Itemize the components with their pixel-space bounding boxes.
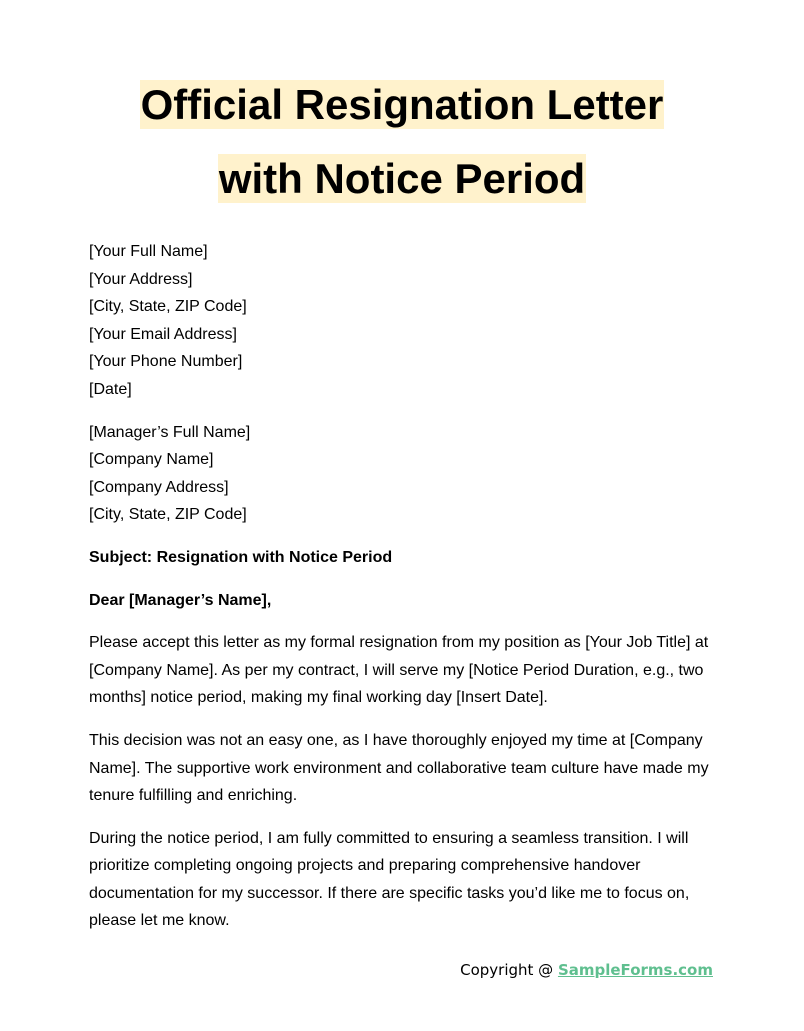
title-line-1 — [0, 68, 804, 142]
sender-phone: [Your Phone Number] — [89, 353, 243, 371]
body-paragraph-1: Please accept this letter as my formal resignation from my position as [Your Job Title] at [Company Name]. As per my contract, I will serve my [Notice Period Duration, e.g., two months] notice period, making my final working day [Insert Date]. — [89, 634, 709, 707]
letter-subject: Subject: Resignation with Notice Period — [89, 548, 393, 566]
letter-body — [89, 238, 719, 950]
letter-greeting: Dear [Manager’s Name], — [89, 591, 272, 609]
sender-address: [Your Address] — [89, 270, 193, 288]
recipient-city: [City, State, ZIP Code] — [89, 506, 247, 524]
recipient-company: [Company Name] — [89, 451, 214, 469]
copyright-footer — [460, 958, 713, 982]
document-title — [0, 68, 804, 216]
sender-email: [Your Email Address] — [89, 325, 237, 343]
sender-name: [Your Full Name] — [89, 243, 208, 260]
body-paragraph-3: During the notice period, I am fully committed to ensuring a seamless transition. I will prioritize completing ongoing projects and preparing comprehensive handover documentation for my successor. If there are specific tasks you’d like me to focus on, please let me know. — [89, 829, 690, 930]
letter-date: [Date] — [89, 380, 132, 398]
recipient-address-block — [89, 419, 719, 529]
copyright-text: Copyright @ — [460, 961, 558, 979]
recipient-name: [Manager’s Full Name] — [89, 423, 251, 441]
sampleforms-link[interactable]: SampleForms.com — [557, 961, 713, 979]
sender-address-block — [89, 238, 719, 404]
title-line-2 — [0, 142, 804, 216]
body-paragraph-2: This decision was not an easy one, as I have thoroughly enjoyed my time at [Company Name]. The supportive work environment and collaborative team culture have made my tenure fulfilling and enriching. — [89, 731, 709, 805]
title-text-1: Official Resignation Letter — [140, 81, 664, 129]
sender-city: [City, State, ZIP Code] — [89, 298, 247, 316]
title-text-2: with Notice Period — [218, 155, 586, 203]
recipient-address: [Company Address] — [89, 478, 229, 496]
